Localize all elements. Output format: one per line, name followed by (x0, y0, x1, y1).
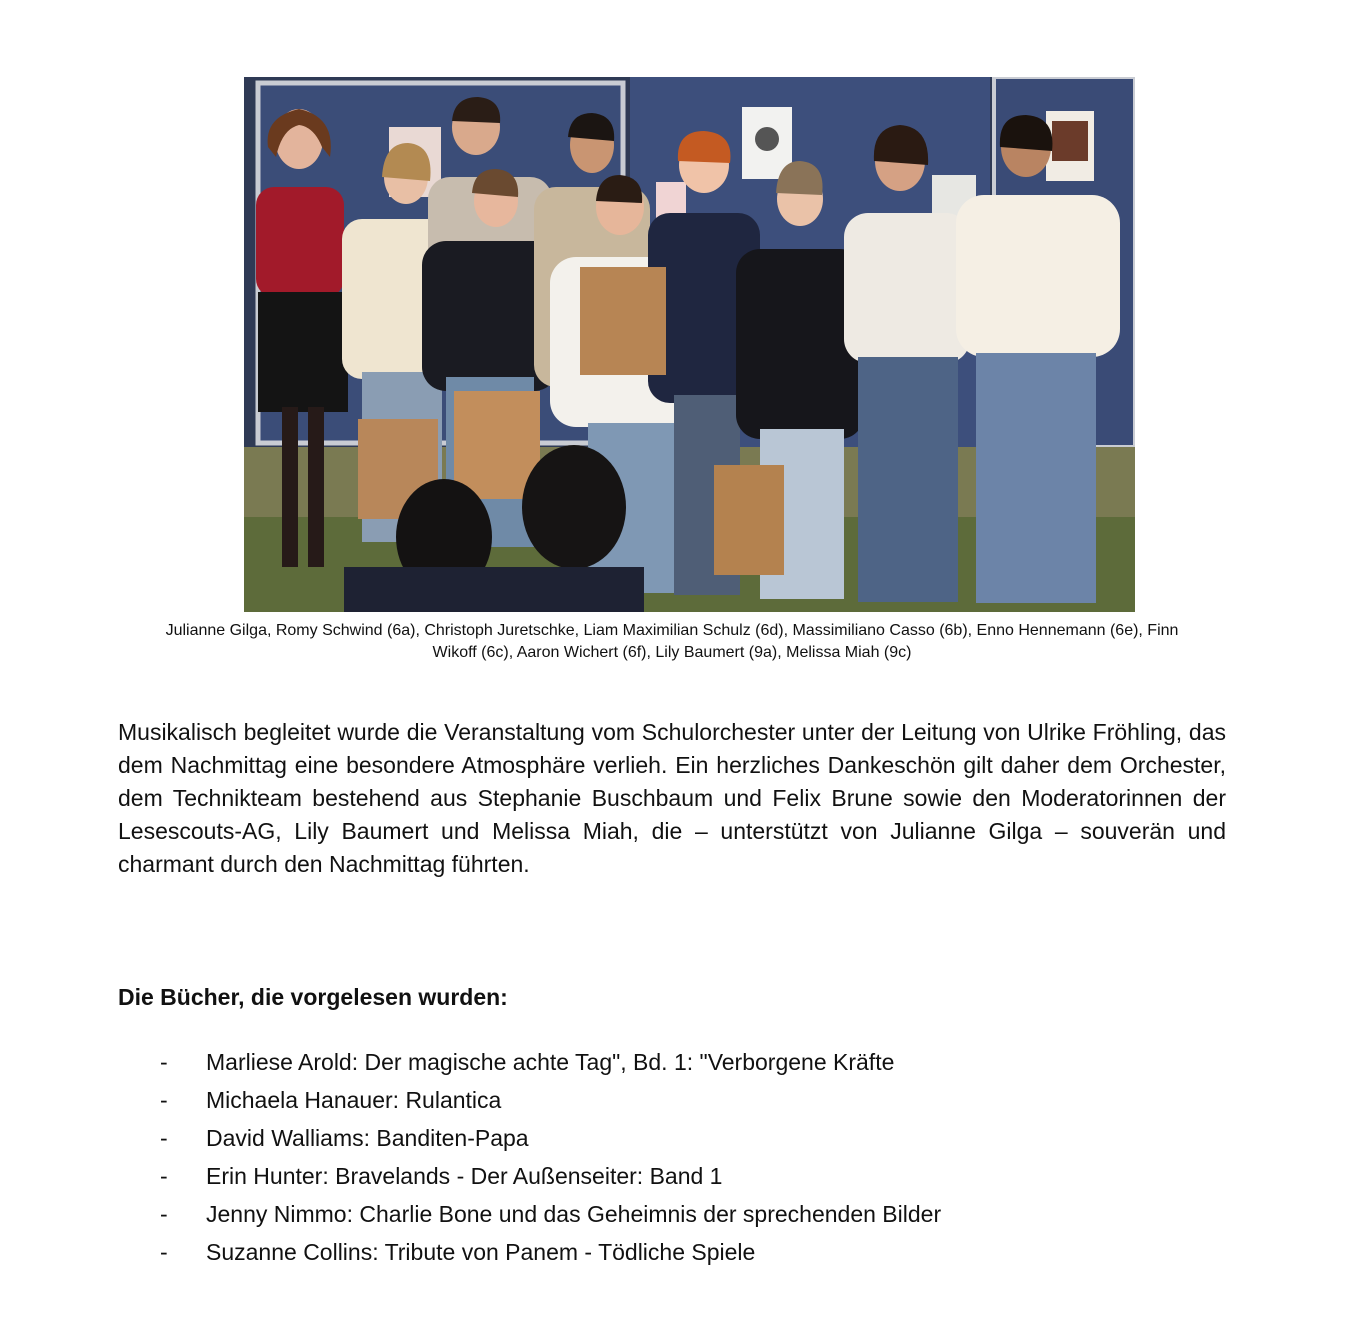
photo-caption (112, 620, 1232, 664)
list-item (160, 1122, 941, 1160)
group-photo-image (244, 77, 1135, 612)
list-bullet: - (160, 1125, 168, 1151)
list-item (160, 1046, 941, 1084)
caption-line-2: Wikoff (6c), Aaron Wichert (6f), Lily Baumert (9a), Melissa Miah (9c) (432, 644, 912, 661)
book-list (160, 1046, 941, 1274)
book-title: David Walliams: Banditen-Papa (206, 1125, 529, 1151)
books-heading: Die Bücher, die vorgelesen wurden: (118, 984, 508, 1010)
list-bullet: - (160, 1163, 168, 1189)
group-photo (244, 77, 1135, 612)
book-title: Suzanne Collins: Tribute von Panem - Tödliche Spiele (206, 1239, 756, 1265)
book-title: Marliese Arold: Der magische achte Tag", Bd. 1: "Verborgene Kräfte (206, 1049, 895, 1075)
book-title: Erin Hunter: Bravelands - Der Außenseiter: Band 1 (206, 1163, 723, 1189)
caption-line-1: Julianne Gilga, Romy Schwind (6a), Christoph Juretschke, Liam Maximilian Schulz (6d), Massimiliano Casso (6b), Enno Hennemann (6e), Finn (165, 622, 1179, 639)
list-bullet: - (160, 1201, 168, 1227)
list-item (160, 1160, 941, 1198)
list-item (160, 1084, 941, 1122)
list-bullet: - (160, 1239, 168, 1265)
list-item (160, 1198, 941, 1236)
book-title: Jenny Nimmo: Charlie Bone und das Geheimnis der sprechenden Bilder (206, 1201, 942, 1227)
article-paragraph: Musikalisch begleitet wurde die Veranstaltung vom Schulorchester unter der Leitung von Ulrike Fröhling, das dem Nachmittag eine besondere Atmosphäre verlieh. Ein herzliches Dankeschön gilt daher dem Orchester, dem Technikteam bestehend aus Stephanie Buschbaum und Felix Brune sowie den Moderatorinnen der Lesescouts-AG, Lily Baumert und Melissa Miah, die – unterstützt von Julianne Gilga – souverän und charmant durch den Nachmittag führten. (118, 719, 1226, 877)
list-bullet: - (160, 1049, 168, 1075)
list-bullet: - (160, 1087, 168, 1113)
book-title: Michaela Hanauer: Rulantica (206, 1087, 502, 1113)
list-item (160, 1236, 941, 1274)
